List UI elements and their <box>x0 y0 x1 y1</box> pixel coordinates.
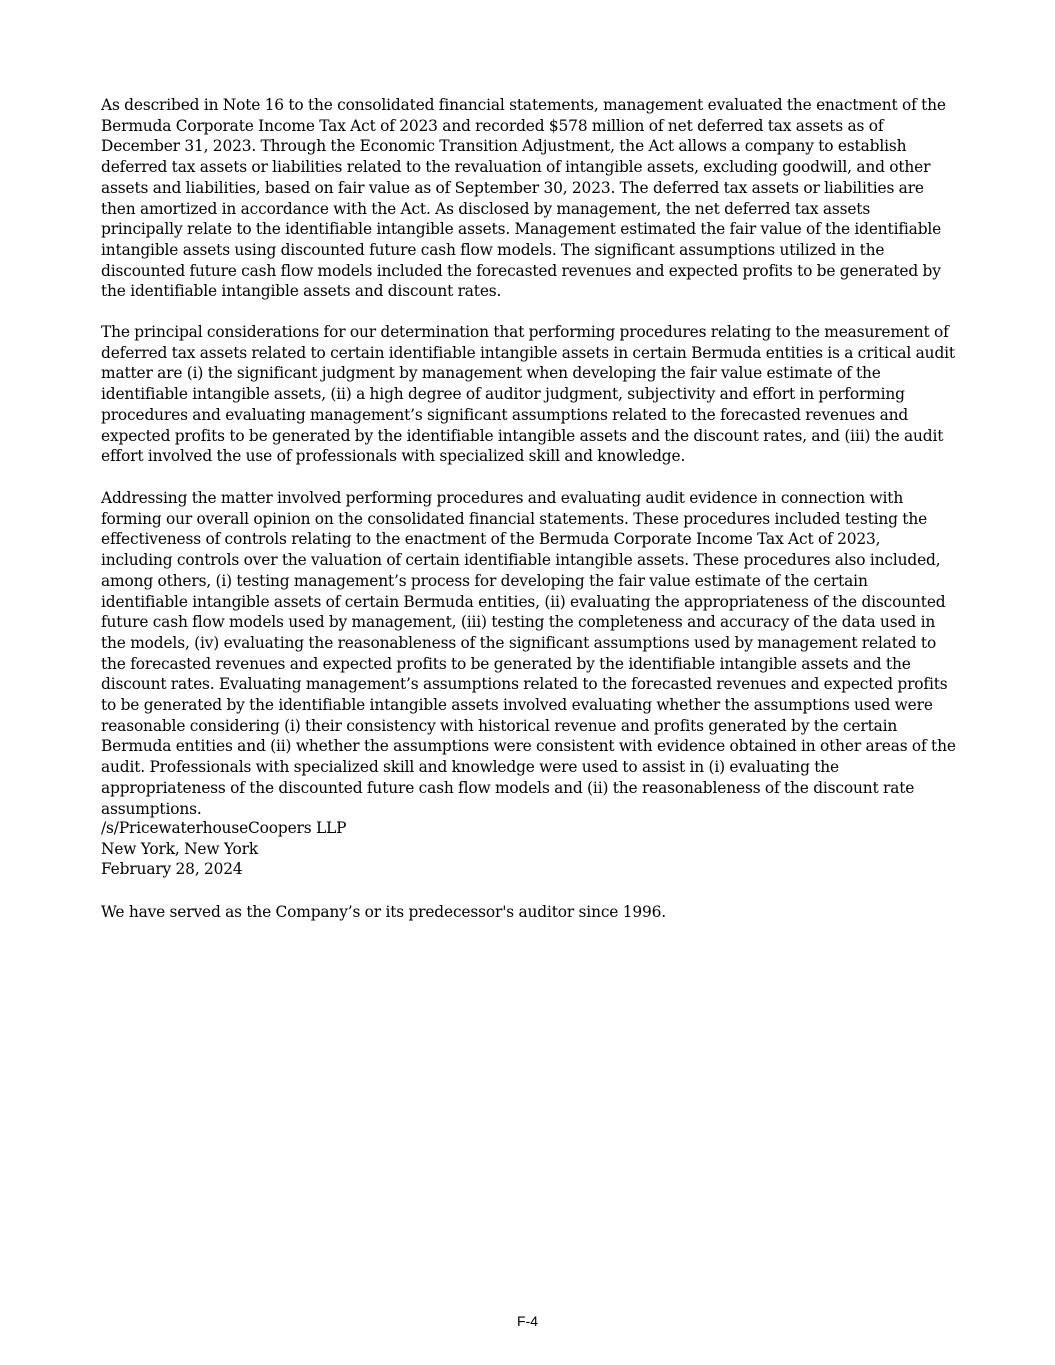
signature-location: New York, New York <box>101 839 259 858</box>
page-number: F-4 <box>517 1313 538 1329</box>
auditor-tenure-statement <box>101 902 956 923</box>
paragraph-addressing-the-matter <box>101 488 956 819</box>
paragraph-note-16-description <box>101 95 956 302</box>
signature-date: February 28, 2024 <box>101 860 243 879</box>
auditor-signature-block <box>101 818 956 880</box>
paragraph-text: The principal considerations for our determination that performing procedures relating to the measurement of deferred tax assets related to certain identifiable intangible assets in certain Bermuda entities is a critical audit matter are (i) the significant judgment by management when developing the fair value estimate of the identifiable intangible assets, (ii) a high degree of auditor judgment, subjectivity and effort in performing procedures and evaluating management’s significant assumptions related to the forecasted revenues and expected profits to be generated by the identifiable intangible assets and the discount rates, and (iii) the audit effort involved the use of professionals with specialized skill and knowledge. <box>101 323 955 466</box>
tenure-text: We have served as the Company’s or its predecessor's auditor since 1996. <box>101 903 667 921</box>
paragraph-text: As described in Note 16 to the consolidated financial statements, management evaluated the enactment of the Bermuda Corporate Income Tax Act of 2023 and recorded $578 million of net deferred tax assets as of December 31, 2023. Through the Economic Transition Adjustment, the Act allows a company to establish deferred tax assets or liabilities related to the revaluation of intangible assets, excluding goodwill, and other assets and liabilities, based on fair value as of September 30, 2023. The deferred tax assets or liabilities are then amortized in accordance with the Act. As disclosed by management, the net deferred tax assets principally relate to the identifiable intangible assets. Management estimated the fair value of the identifiable intangible assets using discounted future cash flow models. The significant assumptions utilized in the discounted future cash flow models included the forecasted revenues and expected profits to be generated by the identifiable intangible assets and discount rates. <box>101 96 946 301</box>
auditor-firm-signature: /s/PricewaterhouseCoopers LLP <box>101 819 347 837</box>
paragraph-principal-considerations <box>101 322 956 467</box>
paragraph-text: Addressing the matter involved performing procedures and evaluating audit evidence in connection with forming our overall opinion on the consolidated financial statements. These procedures included testing the effectiveness of controls relating to the enactment of the Bermuda Corporate Income Tax Act of 2023, including controls over the valuation of certain identifiable intangible assets. These procedures also included, among others, (i) testing management’s process for developing the fair value estimate of the certain identifiable intangible assets of certain Bermuda entities, (ii) evaluating the appropriateness of the discounted future cash flow models used by management, (iii) testing the completeness and accuracy of the data used in the models, (iv) evaluating the reasonableness of the significant assumptions used by management related to the forecasted revenues and expected profits to be generated by the identifiable intangible assets and the discount rates. Evaluating management’s assumptions related to the forecasted revenues and expected profits to be generated by the identifiable intangible assets involved evaluating whether the assumptions used were reasonable considering (i) their consistency with historical revenue and profits generated by the certain Bermuda entities and (ii) whether the assumptions were consistent with evidence obtained in other areas of the audit. Professionals with specialized skill and knowledge were used to assist in (i) evaluating the appropriateness of the discounted future cash flow models and (ii) the reasonableness of the discount rate assumptions. <box>101 489 956 818</box>
